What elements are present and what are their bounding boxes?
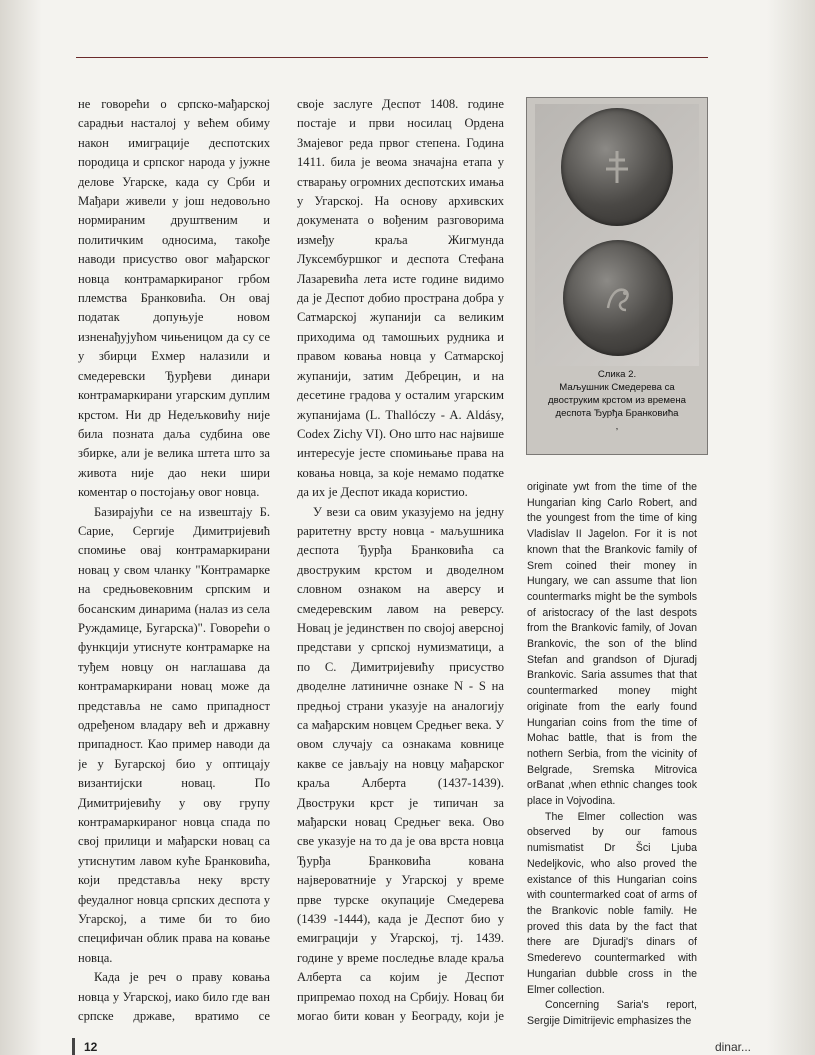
col3-paragraph-2: The Elmer collection was observed by our famous numismatist Dr Šci Ljuba Nedeljkovic, who also proved the existance of this Hungarian coins with countermarked coat of arms of the Brankovic noble family. He proved this data by the fact that there are Djuradj's dinars of Smederevo countermarked with Hungarian dubble cross in the Elmer collection. — [527, 810, 697, 996]
coin-obverse-image — [561, 108, 673, 226]
text-column-1 — [78, 95, 270, 1030]
footer-magazine-mark: dinar... — [714, 1040, 751, 1054]
header-rule — [76, 57, 708, 58]
col3-paragraph-3: Concerning Saria's report, Sergije Dimitrijevic emphasizes the — [527, 999, 697, 1027]
text-column-3-english — [527, 480, 697, 1028]
col3-paragraph-1: originate ywt from the time of the Hungarian king Carlo Robert, and the youngest from the time of king Vladislav II Jagelon. For it is not known that the Brankovic family of Srem coined their money in Hungary, we can assume that lion countermarks might be the symbols of aristocracy of the last despots from the Brankovic family, of Jovan Brankovic, the son of the blind Stefan and grandson of Djuradj Brankovic. Saria assumes that that countermarked money might originate from the early found Hungarian coins from the time of Mohac battle, that is from the nothern Serbia, from the vicinity of Belgrade, Sremska Mitrovica orBanat ,when ethnic changes took place in Vojvodina. — [527, 481, 697, 808]
col1-paragraph-1: не говорећи о српско-мађарској сарадњи насталој у већем обиму након имиграције деспотских породица и српског народа у јужне делове Угарске, када су Срби и Мађари живели у још недовољно нормираним друштвеним и политичким односима, такође наводи присуство овог мађарског новца контрамаркираног грбом племства Бранковића. Он овај податак допуњује новом изненађујућом чињеницом да су се у збирци Ехмер налазили и смедеревски Ђурђеви динари контрамаркирани угарским дуплим крстом. Ни др Недељковићу није била позната даља судбина ове збирке, али је велика штета што за живота није дао неки шири коментар о постојању овог новца. — [78, 97, 270, 500]
coin-figure — [526, 97, 708, 455]
page-number: 12 — [84, 1040, 98, 1054]
col2-paragraph-2: У вези са овим указујемо на једну раритетну врсту новца - маљушника деспота Ђурђа Бранковића са двоструким крстом и дводелном словном ознаком на аверсу и смедеревским лавом на реверсу. Новац је јединствен по својој аверсној представи у српској нумизматици, а по С. Димитријевићу присуство дводелне латиничне ознаке N - S на предњој страни указује на аналогију са мађарским новцем Средњег века. У овом случају са ознакама ковнице какве се јављају на новцу мађарског краља Алберта (1437-1439). Двоструки крст је типичан за мађарски новац Средњег века. Ово све указује на то да је ова врста новца Ђурђа Бранковића кована највероватније у Угарској у време прве турске окупације Смедерева (1439 -1444), када је Деспот био у емиграцији у Угарској, тј. 1439. године у време последње владе краља Алберта са којим је Деспот припремао поход на Србију. Новац би могао бити кован у Београду, који је — [297, 504, 504, 1024]
col1-paragraph-2: Базирајући се на извештају Б. Сарие, Сергије Димитријевић спомиње овај контрамаркирани новац у свом чланку "Контрамарке на средњовековним српским и босанским динарима (налаз из села Руждамице, Бугарска)". Говорећи о функцији утиснуте контрамарке на туђем новцу он наглашава да контрамаркирани новац може да представља не само припадност одређеном владару већ и државну припадност. Као пример наводи да је у Бугарској био у оптицају византијски новац. По Димитријевићу у ову групу контрамаркираног новца спада по свој прилици и мађарски новац са утиснутим лавом куће Бранковића, који представља неку врсту феудалног новца српских деспота у Угарској, а тиме би то био специфичан облик права на ковање новца. — [78, 504, 270, 965]
page-edge-shadow — [767, 0, 815, 1055]
caption-description: Маљушник Смедерева са двоструким крстом из времена деспота Ђурђа Бранковића — [548, 382, 686, 419]
col2-paragraph-1: своје заслуге Деспот 1408. године постаје и први носилац Ордена Змајевог реда првог степена. Година 1411. била је веома значајна етапа у стварању огромних деспотских имања у Угарској. На основу архивских докумената о вођеним разговорима између краља Жигмунда Луксембуршког и деспота Стефана Лазаревића лета исте године видимо да је Деспот добио пространа добра у Сатмарској жупанији са великим приходима од тамошњих рудника и правом ковања новца у Сатмарској жупанији, затим Дебрецин, и на десетине градова у осталим угарским жупанијама (L. Thallóczy - A. Aldásy, Codex Zichy VI). Оно што нас највише интересује јесте спомињање права на ковања новца, за које немамо податке да их је Деспот икада користио. — [297, 97, 504, 500]
lion-emblem-icon — [598, 278, 638, 318]
coin-photo — [535, 104, 699, 366]
page-gutter-shadow — [0, 0, 42, 1055]
caption-mark: , — [615, 421, 619, 432]
text-column-2 — [297, 95, 504, 1030]
coin-reverse-image — [563, 240, 673, 356]
caption-figure-number: Слика 2. — [597, 369, 637, 380]
col1-paragraph-3: Када је реч о праву ковања новца у Угарској, иако било где ван српске државе, вратимо се — [78, 970, 270, 1024]
figure-caption — [533, 368, 701, 433]
footer-rule — [72, 1038, 75, 1055]
double-cross-icon — [597, 147, 637, 187]
